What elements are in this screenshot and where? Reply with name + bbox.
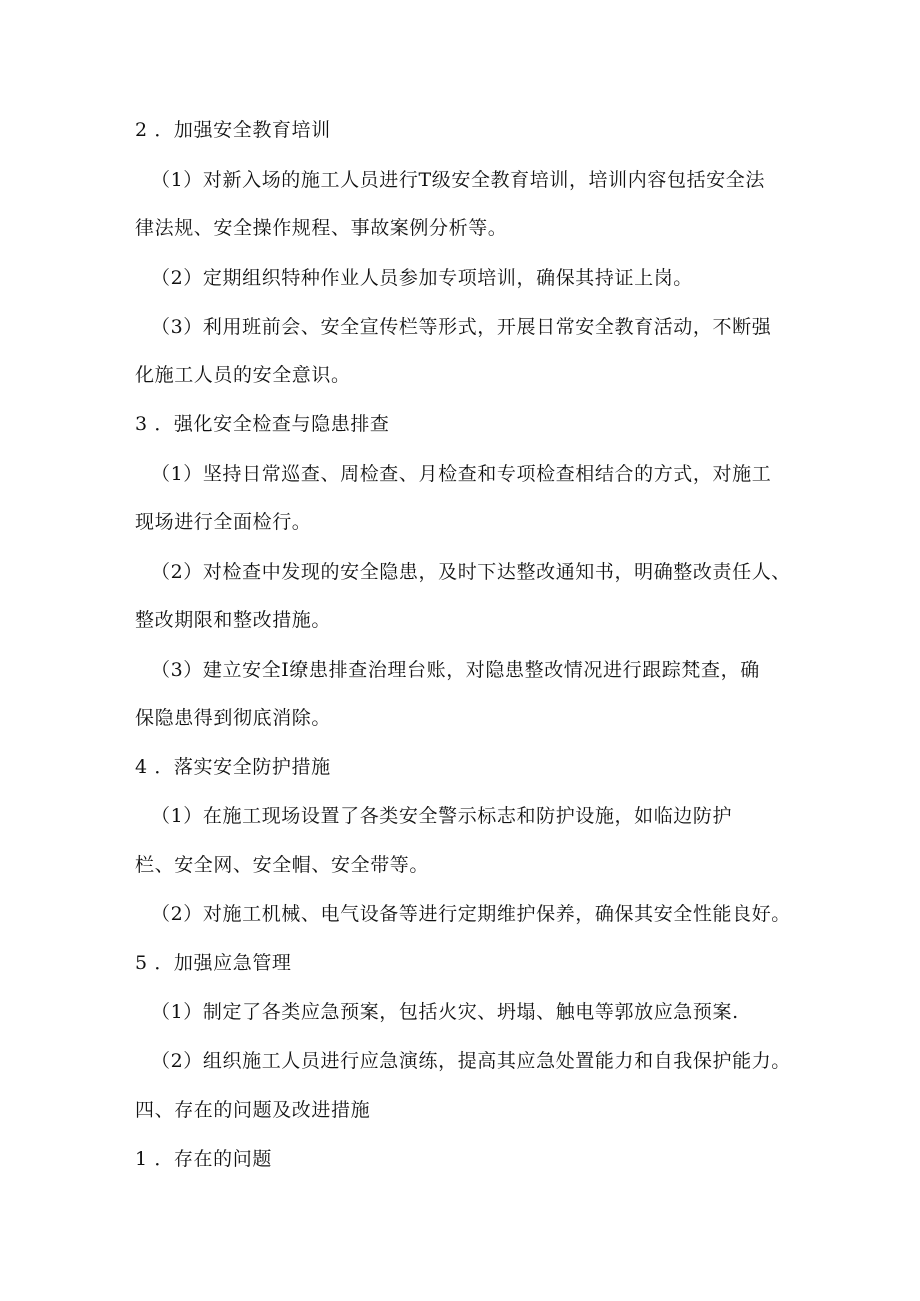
section-heading: 1 ．存在的问题 <box>135 1148 272 1170</box>
paragraph-line: （2）组织施工人员进行应急演练，提高其应急处置能力和自我保护能力。 <box>151 1050 791 1072</box>
section-heading: 4 ．落实安全防护措施 <box>135 756 331 778</box>
paragraph-line: 化施工人员的安全意识。 <box>135 364 351 386</box>
paragraph-line: 栏、安全网、安全帽、安全带等。 <box>135 854 430 876</box>
section-heading: 2 ．加强安全教育培训 <box>135 119 331 141</box>
paragraph-line: 现场进行全面检行。 <box>135 511 312 533</box>
section-heading: 5 ．加强应急管理 <box>135 952 292 974</box>
section-heading: 3 ．强化安全检查与隐患排查 <box>135 413 390 435</box>
paragraph-line: 整改期限和整改措施。 <box>135 609 332 631</box>
chapter-heading: 四、存在的问题及改进措施 <box>135 1099 371 1121</box>
paragraph-line: （2）对检查中发现的安全隐患，及时下达整改通知书，明确整改责任人、 <box>151 561 791 583</box>
paragraph-line: （1）制定了各类应急预案，包括火灾、坍塌、触电等郭放应急预案. <box>151 1001 739 1023</box>
paragraph-line: （2）对施工机械、电气设备等进行定期维护保养，确保其安全性能良好。 <box>151 903 791 925</box>
paragraph-line: 律法规、安全操作规程、事故案例分析等。 <box>135 217 508 239</box>
paragraph-line: （1）在施工现场设置了各类安全警示标志和防护设施，如临边防护 <box>151 805 733 827</box>
paragraph-line: （2）定期组织特种作业人员参加专项培训，确保其持证上岗。 <box>151 267 693 289</box>
paragraph-line: （3）利用班前会、安全宣传栏等形式，开展日常安全教育活动，不断强 <box>151 316 772 338</box>
paragraph-line: 保隐患得到彻底消除。 <box>135 707 332 729</box>
paragraph-line: （1）坚持日常巡查、周检查、月检查和专项检查相结合的方式，对施工 <box>151 463 772 485</box>
paragraph-line: （1）对新入场的施工人员进行T级安全教育培训，培训内容包括安全法 <box>151 169 765 191</box>
paragraph-line: （3）建立安全I缭患排查治理台账，对隐患整改情况进行跟踪梵查，确 <box>151 659 760 681</box>
